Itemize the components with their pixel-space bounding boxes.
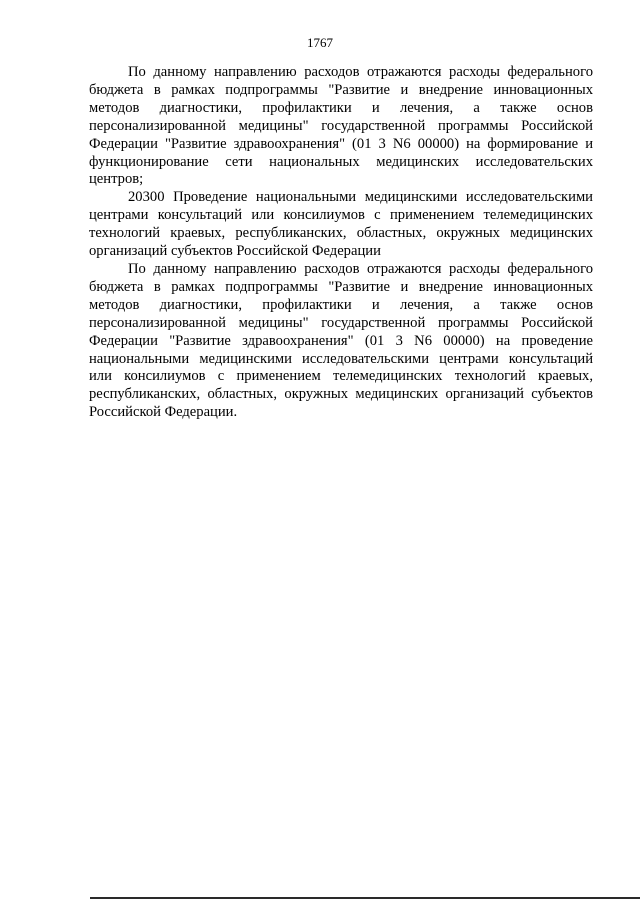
document-body [89, 64, 593, 422]
scan-edge-line [90, 897, 640, 899]
page-number: 1767 [307, 35, 333, 50]
paragraph-expenses-network-centers: По данному направлению расходов отражаются расходы федерального бюджета в рамках подпрограммы "Развитие и внедрение инновационных методов диагностики, профилактики и лечения, а также основ персонализированной медицины" государственной программы Российской Федерации "Развитие здравоохранения" (01 3 N6 00000) на формирование и функционирование сети национальных медицинских исследовательских центров; [89, 64, 593, 188]
paragraph-expenses-telemedicine: По данному направлению расходов отражаются расходы федерального бюджета в рамках подпрограммы "Развитие и внедрение инновационных методов диагностики, профилактики и лечения, а также основ персонализированной медицины" государственной программы Российской Федерации "Развитие здравоохранения" (01 3 N6 00000) на проведение национальными медицинскими исследовательскими центрами консультаций или консилиумов с применением телемедицинских технологий краевых, республиканских, областных, окружных медицинских организаций субъектов Российской Федерации. [89, 260, 593, 421]
paragraph-code-20300: 20300 Проведение национальными медицинскими исследовательскими центрами консультаций или консилиумов с применением телемедицинских технологий краевых, республиканских, областных, окружных медицинских организаций субъектов Российской Федерации [89, 189, 593, 260]
